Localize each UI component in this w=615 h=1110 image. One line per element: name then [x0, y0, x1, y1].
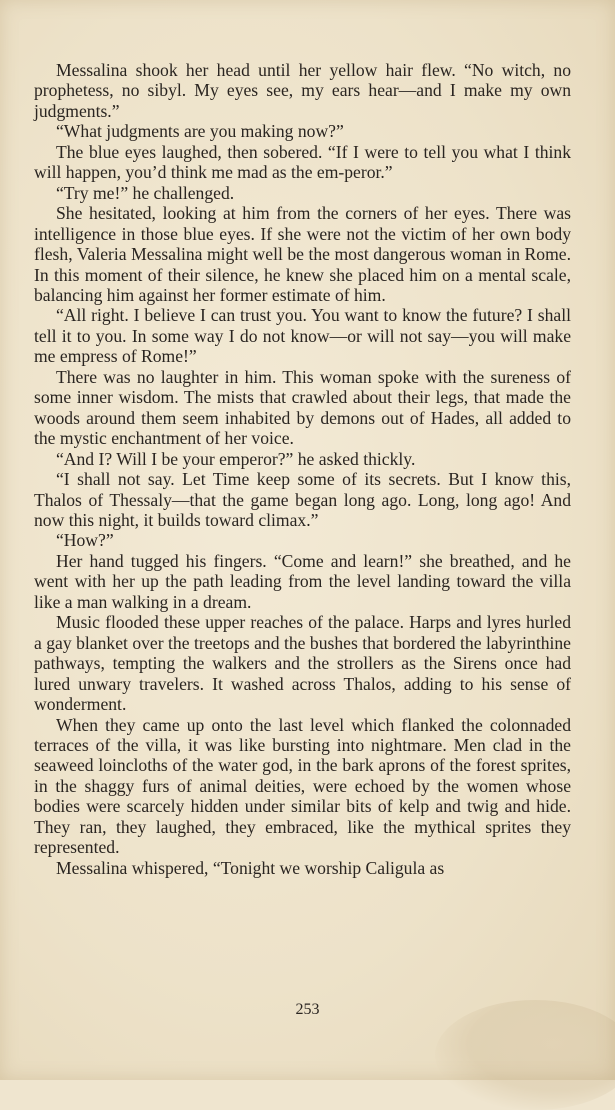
body-text [34, 60, 571, 878]
paragraph: “I shall not say. Let Time keep some of its secrets. But I know this, Thalos of Thessaly—that the game began long ago. Long, long ago! And now this night, it builds toward climax.” [34, 469, 571, 530]
paragraph: There was no laughter in him. This woman spoke with the sureness of some inner wisdom. The mists that crawled about their legs, that made the woods around them seem inhabited by demons out of Hades, all added to the mystic enchantment of her voice. [34, 366, 571, 449]
paragraph: The blue eyes laughed, then sobered. “If I were to tell you what I think will happen, you’d think me mad as the em-peror.” [34, 141, 571, 183]
paragraph: “All right. I believe I can trust you. You want to know the future? I shall tell it to you. In some way I do not know—or will not say—you will make me empress of Rome!” [34, 305, 571, 367]
paragraph: Messalina whispered, “Tonight we worship Caligula as [56, 857, 445, 878]
paragraph: “How?” [56, 530, 114, 551]
paragraph: She hesitated, looking at him from the corners of her eyes. There was intelligence in those blue eyes. If she were not the victim of her own body flesh, Valeria Messalina might well be the most dangerous woman in Rome. In this moment of their silence, he knew she placed him on a mental scale, balancing him against her former estimate of him. [34, 203, 571, 305]
paragraph: When they came up onto the last level which flanked the colonnaded terraces of the villa, it was like bursting into nightmare. Men clad in the seaweed loincloths of the water god, in the bark aprons of the forest sprites, in the shaggy furs of animal deities, were echoed by the women whose bodies were scarcely hidden under similar bits of kelp and twig and hide. They ran, they laughed, they embraced, like the mythical sprites they represented. [34, 714, 571, 858]
paragraph: “Try me!” he challenged. [56, 182, 235, 203]
paragraph: “And I? Will I be your emperor?” he asked thickly. [56, 448, 416, 469]
paragraph: Music flooded these upper reaches of the palace. Harps and lyres hurled a gay blanket over the treetops and the bushes that bordered the labyrinthine pathways, tempting the walkers and the strollers as the Sirens once had lured unwary travelers. It washed across Thalos, adding to his sense of wonderment. [34, 612, 571, 715]
paragraph: “What judgments are you making now?” [56, 121, 344, 142]
page-number: 253 [295, 1001, 320, 1018]
paragraph: Messalina shook her head until her yellow hair flew. “No witch, no prophetess, no sibyl. My eyes see, my ears hear—and I make my own judgments.” [34, 60, 571, 121]
paragraph: Her hand tugged his fingers. “Come and learn!” she breathed, and he went with her up the path leading from the level landing toward the villa like a man walking in a dream. [34, 550, 571, 612]
